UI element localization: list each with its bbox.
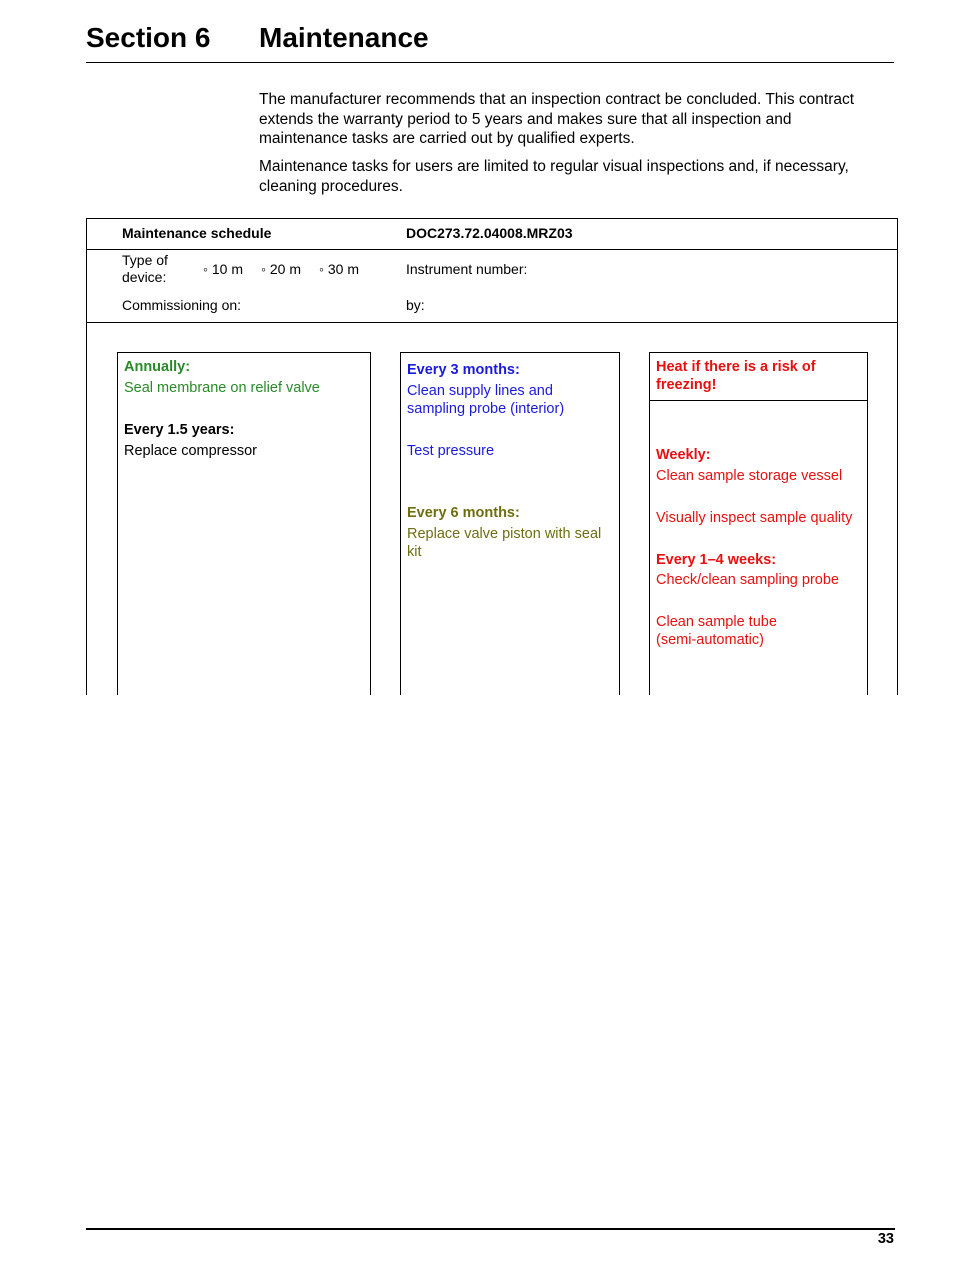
every-1-4-weeks-heading: Every 1–4 weeks: — [656, 552, 777, 568]
device-option-20m[interactable]: ◦ 20 m — [261, 261, 301, 277]
maintenance-schedule-form — [86, 218, 898, 695]
doc-number: DOC273.72.04008.MRZ03 — [406, 225, 573, 241]
schedule-box-annual — [117, 352, 371, 695]
weekly-heading: Weekly: — [656, 447, 711, 463]
annually-task: Seal membrane on relief valve — [124, 380, 320, 396]
every-3-months-task-2: Test pressure — [407, 443, 495, 459]
intro-paragraph-2: Maintenance tasks for users are limited to regular visual inspections and, if necessary, cleaning procedures. — [259, 158, 849, 195]
section-heading — [86, 20, 894, 63]
section-number: Section 6 — [86, 22, 211, 53]
weekly-task-1: Clean sample storage vessel — [656, 468, 843, 484]
instrument-number-label: Instrument number: — [406, 261, 528, 277]
schedule-title: Maintenance schedule — [122, 225, 272, 241]
type-of-device-label: Type of device: — [122, 252, 168, 285]
weekly-task-2: Visually inspect sample quality — [656, 510, 853, 526]
every-1-4-weeks-task-2: Clean sample tube (semi-automatic) — [656, 614, 777, 648]
schedule-info-row — [87, 250, 897, 323]
freezing-warning: Heat if there is a risk of freezing! — [656, 359, 816, 393]
section-title: Maintenance — [259, 22, 429, 53]
footer-rule — [86, 1228, 895, 1230]
every-3-months-task-1: Clean supply lines and sampling probe (interior) — [407, 383, 565, 417]
box-divider — [650, 400, 867, 401]
annually-heading: Annually: — [124, 359, 191, 375]
schedule-header-row — [87, 219, 897, 250]
schedule-box-weekly — [649, 352, 868, 695]
every-6-months-heading: Every 6 months: — [407, 505, 520, 521]
page-number: 33 — [877, 1231, 894, 1247]
device-option-30m[interactable]: ◦ 30 m — [319, 261, 359, 277]
every-6-months-task: Replace valve piston with seal kit — [407, 526, 602, 560]
commissioning-label: Commissioning on: — [122, 297, 242, 313]
every-1-5-years-task: Replace compressor — [124, 443, 257, 459]
by-label: by: — [406, 297, 425, 313]
every-1-4-weeks-task-1: Check/clean sampling probe — [656, 572, 839, 588]
every-1-5-years-heading: Every 1.5 years: — [124, 422, 235, 438]
device-option-10m[interactable]: ◦ 10 m — [203, 261, 243, 277]
every-3-months-heading: Every 3 months: — [407, 362, 520, 378]
schedule-box-monthly — [400, 352, 620, 695]
intro-paragraph-1: The manufacturer recommends that an inspection contract be concluded. This contract extends the warranty period to 5 years and makes sure that all inspection and maintenance tasks are carried out by qualified experts. — [259, 91, 855, 147]
